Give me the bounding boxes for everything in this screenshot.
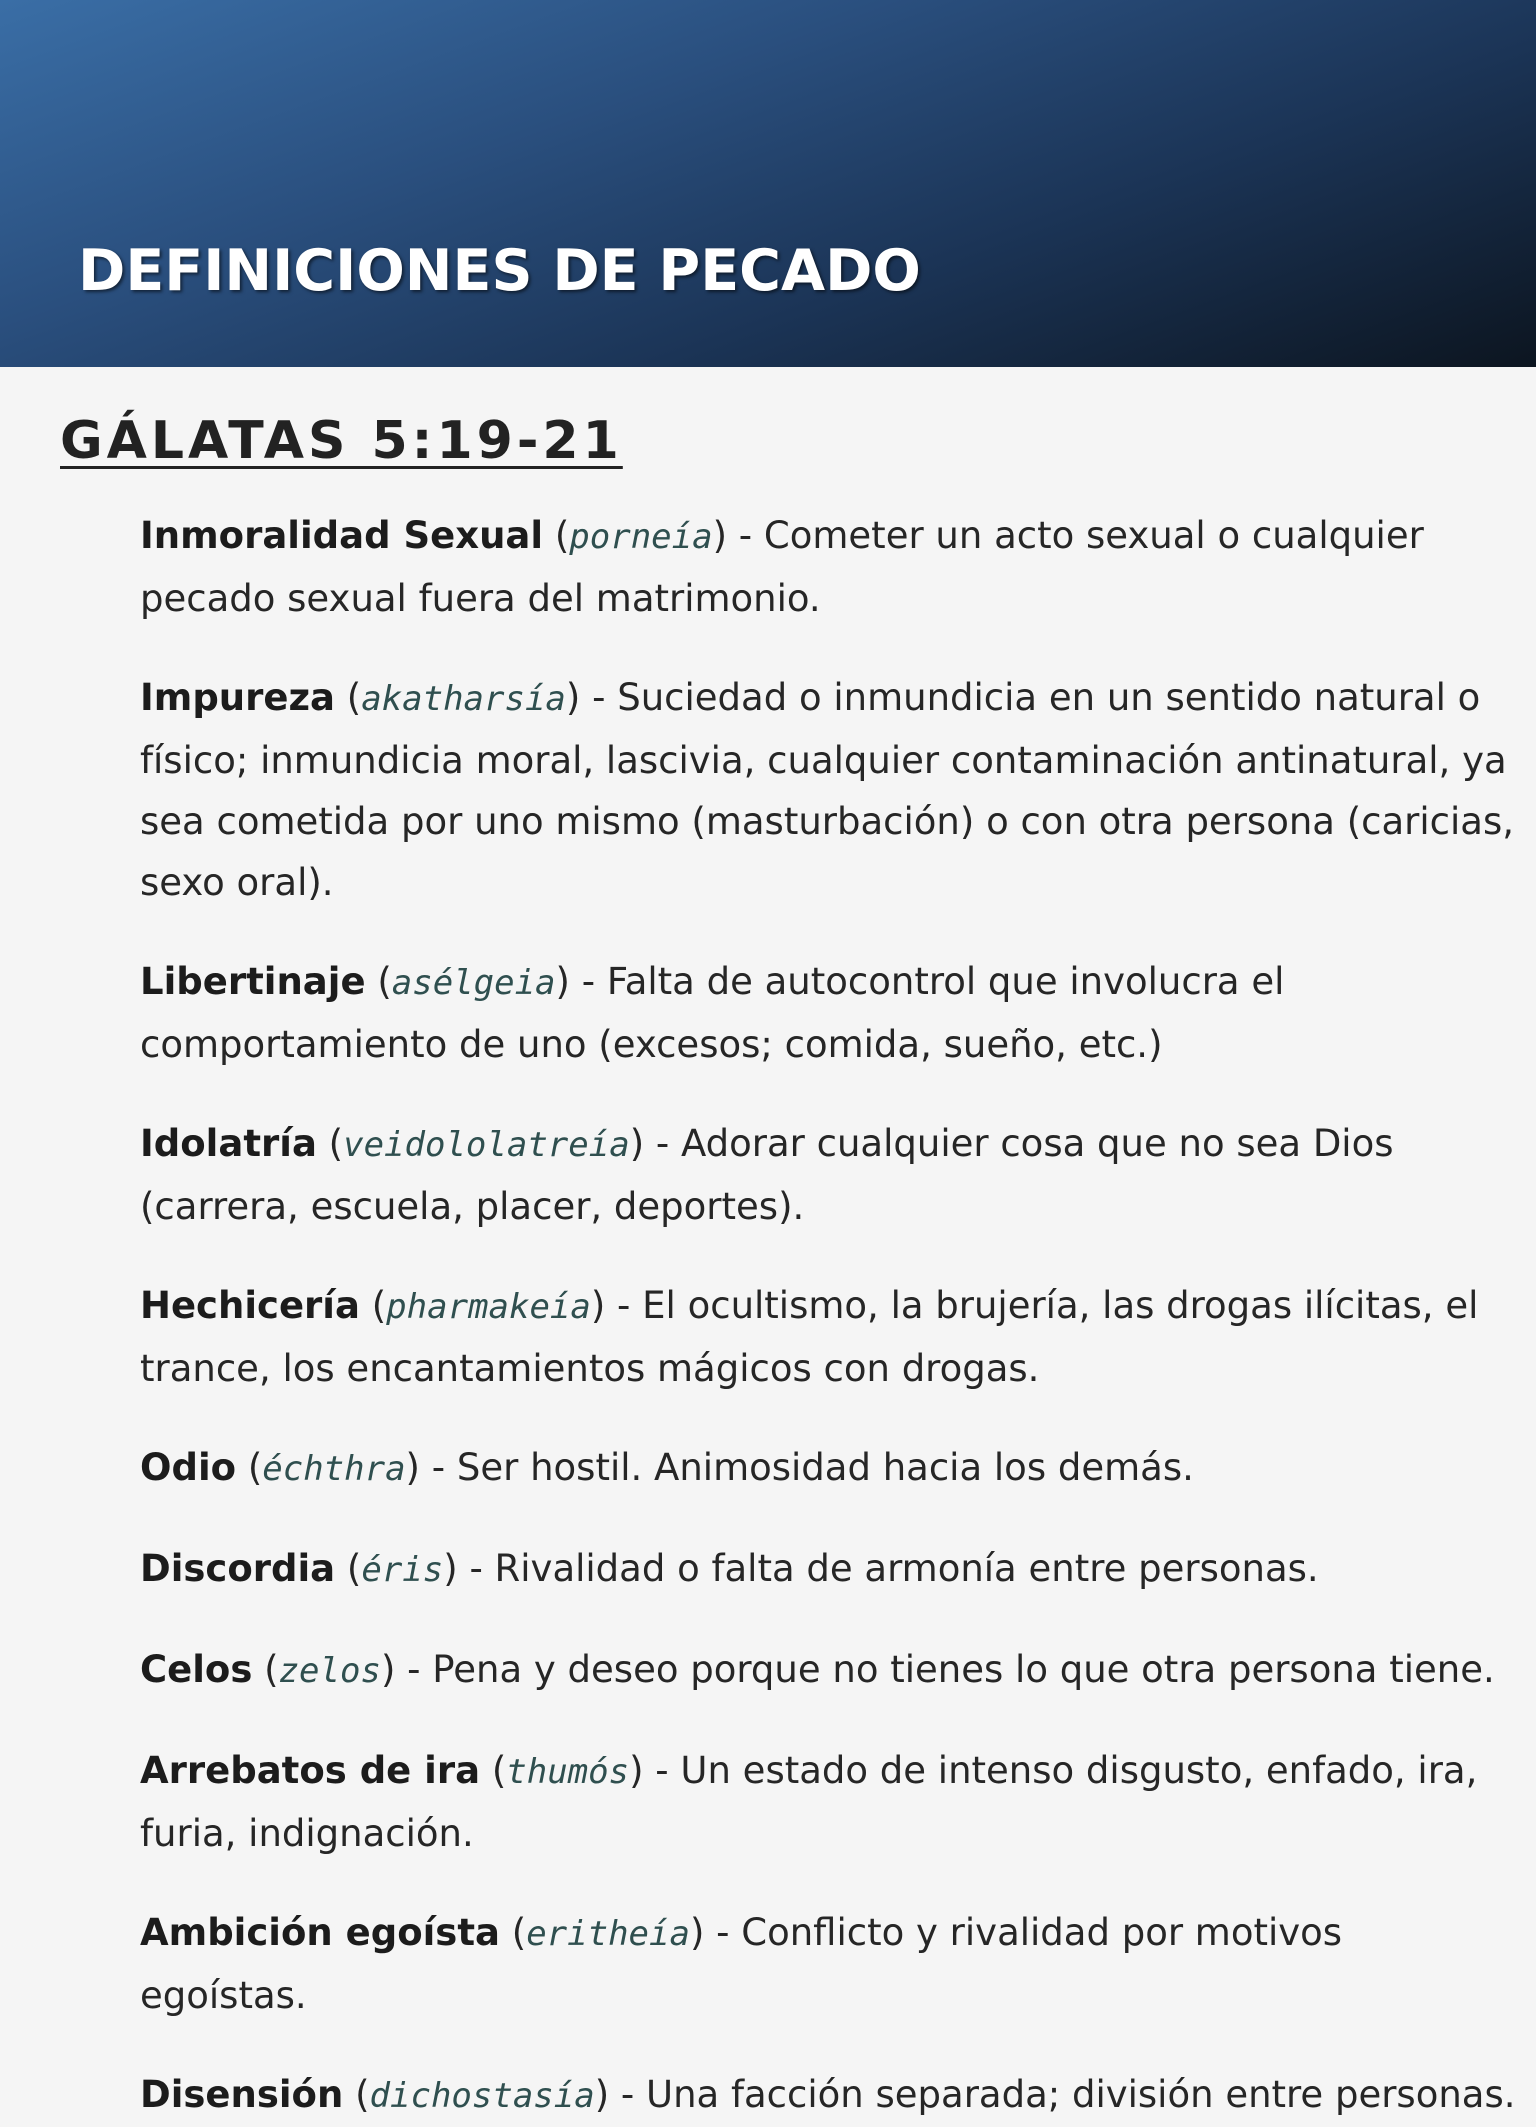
definition-text: - Pena y deseo porque no tienes lo que otra persona tiene. bbox=[395, 1648, 1495, 1691]
definition-item: Disensión (dichostasía) - Una facción separada; división entre personas. bbox=[140, 2073, 1516, 2116]
greek-word: zelos bbox=[278, 1651, 381, 1691]
definition-text: - Una facción separada; división entre personas. bbox=[609, 2073, 1516, 2116]
definition-text: - Ser hostil. Animosidad hacia los demás. bbox=[419, 1446, 1194, 1489]
greek-word: pharmakeía bbox=[386, 1287, 591, 1327]
definition-list bbox=[60, 505, 1520, 2127]
main-content bbox=[0, 367, 1536, 2127]
definition-item: Libertinaje (asélgeia) - Falta de autocontrol que involucra el comportamiento de uno (excesos; comida, sueño, etc.) bbox=[140, 960, 1285, 1066]
definition-term: Idolatría bbox=[140, 1122, 317, 1165]
definition-text: - Conflicto y rivalidad por motivos egoístas. bbox=[140, 1911, 1343, 2017]
definition-item: Impureza (akatharsía) - Suciedad o inmundicia en un sentido natural o físico; inmundicia moral, lascivia, cualquier contaminación antinatural, ya sea cometida por uno mismo (masturbación) o con otra persona (caricias, sexo oral). bbox=[140, 676, 1514, 904]
page-title: DEFINICIONES DE PECADO bbox=[78, 238, 921, 304]
greek-word: akatharsía bbox=[361, 679, 566, 719]
greek-word: éris bbox=[361, 1550, 444, 1590]
definition-term: Hechicería bbox=[140, 1284, 360, 1327]
definition-item: Odio (échthra) - Ser hostil. Animosidad hacia los demás. bbox=[140, 1446, 1194, 1489]
definition-term: Disensión bbox=[140, 2073, 344, 2116]
definition-text: - El ocultismo, la brujería, las drogas ilícitas, el trance, los encantamientos mágicos con drogas. bbox=[140, 1284, 1479, 1390]
definition-text: - Un estado de intenso disgusto, enfado, ira, furia, indignación. bbox=[140, 1749, 1478, 1855]
definition-term: Impureza bbox=[140, 676, 335, 719]
definition-item: Discordia (éris) - Rivalidad o falta de armonía entre personas. bbox=[140, 1547, 1319, 1590]
greek-word: porneía bbox=[569, 517, 713, 557]
definition-item: Arrebatos de ira (thumós) - Un estado de intenso disgusto, enfado, ira, furia, indignación. bbox=[140, 1749, 1478, 1855]
greek-word: dichostasía bbox=[369, 2076, 595, 2116]
definition-text: - Adorar cualquier cosa que no sea Dios (carrera, escuela, placer, deportes). bbox=[140, 1122, 1394, 1228]
definition-text: - Falta de autocontrol que involucra el comportamiento de uno (excesos; comida, sueño, etc.) bbox=[140, 960, 1285, 1066]
definition-term: Discordia bbox=[140, 1547, 336, 1590]
greek-word: eritheía bbox=[526, 1914, 690, 1954]
definition-item: Celos (zelos) - Pena y deseo porque no tienes lo que otra persona tiene. bbox=[140, 1648, 1495, 1691]
definition-term: Libertinaje bbox=[140, 960, 366, 1003]
greek-word: veidololatreía bbox=[343, 1125, 630, 1165]
definition-item: Inmoralidad Sexual (porneía) - Cometer un acto sexual o cualquier pecado sexual fuera del matrimonio. bbox=[140, 514, 1424, 620]
definition-text: - Suciedad o inmundicia en un sentido natural o físico; inmundicia moral, lascivia, cualquier contaminación antinatural, ya sea cometida por uno mismo (masturbación) o con otra persona (caricias, sexo oral). bbox=[140, 676, 1514, 904]
greek-word: asélgeia bbox=[391, 963, 556, 1003]
greek-word: échthra bbox=[262, 1449, 406, 1489]
definition-text: - Cometer un acto sexual o cualquier pecado sexual fuera del matrimonio. bbox=[140, 514, 1424, 620]
page-header bbox=[0, 0, 1536, 367]
definition-term: Arrebatos de ira bbox=[140, 1749, 481, 1792]
definition-item: Hechicería (pharmakeía) - El ocultismo, la brujería, las drogas ilícitas, el trance, los encantamientos mágicos con drogas. bbox=[140, 1284, 1479, 1390]
greek-word: thumós bbox=[506, 1752, 630, 1792]
definition-term: Ambición egoísta bbox=[140, 1911, 500, 1954]
definition-term: Celos bbox=[140, 1648, 253, 1691]
definition-item: Idolatría (veidololatreía) - Adorar cualquier cosa que no sea Dios (carrera, escuela, placer, deportes). bbox=[140, 1122, 1394, 1228]
definition-text: - Rivalidad o falta de armonía entre personas. bbox=[457, 1547, 1319, 1590]
definition-item: Ambición egoísta (eritheía) - Conflicto y rivalidad por motivos egoístas. bbox=[140, 1911, 1343, 2017]
definition-term: Inmoralidad Sexual bbox=[140, 514, 544, 557]
definition-term: Odio bbox=[140, 1446, 237, 1489]
section-title: GÁLATAS 5:19-21 bbox=[60, 411, 623, 471]
